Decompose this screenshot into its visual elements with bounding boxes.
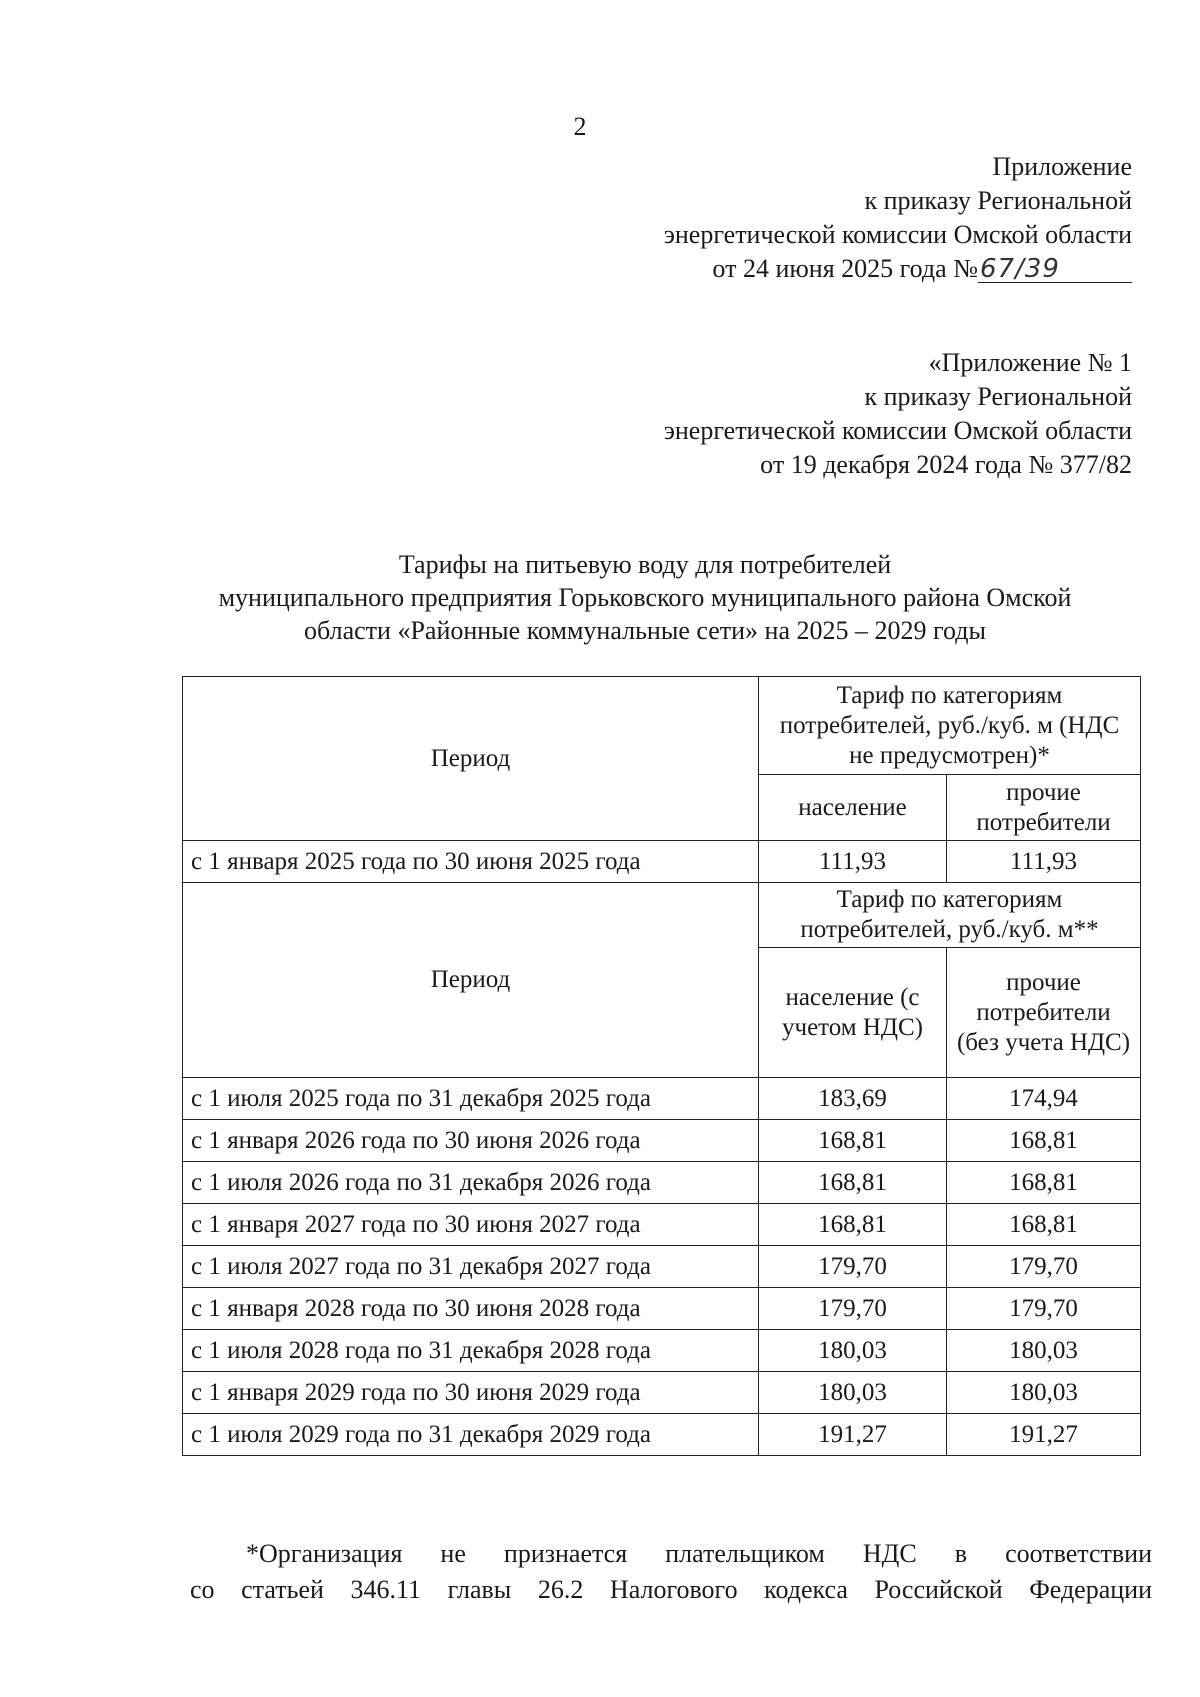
header-row — [183, 883, 1141, 948]
document-title — [150, 548, 1140, 647]
table-row — [183, 1288, 1141, 1330]
population-value: 180,03 — [759, 1372, 947, 1414]
appendix-header-line: энергетической комиссии Омской области — [663, 220, 1132, 249]
other-value: 180,03 — [947, 1330, 1141, 1372]
appendix-header-line: Приложение — [992, 152, 1132, 181]
col-population-header: население — [759, 775, 947, 841]
population-value: 183,69 — [759, 1078, 947, 1120]
page-number: 2 — [573, 112, 587, 141]
period-header: Период — [183, 677, 759, 841]
population-value: 111,93 — [759, 841, 947, 883]
tariff-header: Тариф по категориям потребителей, руб./куб. м (НДС не предусмотрен)* — [759, 677, 1141, 775]
population-value: 168,81 — [759, 1162, 947, 1204]
period-cell: с 1 января 2028 года по 30 июня 2028 года — [183, 1288, 759, 1330]
period-cell: с 1 июля 2028 года по 31 декабря 2028 года — [183, 1330, 759, 1372]
population-value: 179,70 — [759, 1246, 947, 1288]
other-value: 168,81 — [947, 1120, 1141, 1162]
tariff-section-1 — [183, 677, 1141, 883]
population-value: 191,27 — [759, 1414, 947, 1456]
col-other-header: прочие потребители — [947, 775, 1141, 841]
population-value: 179,70 — [759, 1288, 947, 1330]
other-value: 174,94 — [947, 1078, 1141, 1120]
col-other-header: прочие потребители (без учета НДС) — [947, 948, 1141, 1078]
tariff-section-2 — [183, 883, 1141, 1456]
document-title-line: области «Районные коммунальные сети» на 2025 – 2029 годы — [304, 616, 986, 645]
col-population-header: население (с учетом НДС) — [759, 948, 947, 1078]
table-row — [183, 1204, 1141, 1246]
tariff-table — [182, 676, 1141, 1456]
appendix-header-line: к приказу Региональной — [864, 186, 1132, 215]
table-row — [183, 1078, 1141, 1120]
period-cell: с 1 января 2025 года по 30 июня 2025 года — [183, 841, 759, 883]
appendix-original-line: от 19 декабря 2024 года № 377/82 — [760, 450, 1132, 479]
table-row — [183, 841, 1141, 883]
population-value: 168,81 — [759, 1204, 947, 1246]
other-value: 168,81 — [947, 1162, 1141, 1204]
appendix-original-line: к приказу Региональной — [864, 382, 1132, 411]
other-value: 179,70 — [947, 1246, 1141, 1288]
period-cell: с 1 июля 2026 года по 31 декабря 2026 года — [183, 1162, 759, 1204]
period-cell: с 1 июля 2029 года по 31 декабря 2029 года — [183, 1414, 759, 1456]
appendix-original-line: энергетической комиссии Омской области — [663, 416, 1132, 445]
document-title-line: муниципального предприятия Горьковского муниципального района Омской — [218, 583, 1072, 612]
footnote-line: *Организация не признается плательщиком НДС в соответствии — [246, 1539, 1152, 1568]
period-cell: с 1 января 2027 года по 30 июня 2027 года — [183, 1204, 759, 1246]
population-value: 168,81 — [759, 1120, 947, 1162]
other-value: 111,93 — [947, 841, 1141, 883]
handwritten-order-number — [978, 256, 1132, 283]
header-row — [183, 677, 1141, 775]
appendix-original-line: «Приложение № 1 — [928, 348, 1132, 377]
period-header: Период — [183, 883, 759, 1078]
appendix-date-prefix: от 24 июня 2025 года № — [712, 254, 978, 283]
table-row — [183, 1120, 1141, 1162]
other-value: 168,81 — [947, 1204, 1141, 1246]
document-title-line: Тарифы на питьевую воду для потребителей — [398, 550, 892, 579]
table-row — [183, 1246, 1141, 1288]
handwritten-order-number-text: 67/39 — [980, 254, 1060, 284]
appendix-header — [664, 150, 1132, 286]
footnote — [190, 1536, 1152, 1608]
period-cell: с 1 января 2026 года по 30 июня 2026 года — [183, 1120, 759, 1162]
period-cell: с 1 июля 2027 года по 31 декабря 2027 года — [183, 1246, 759, 1288]
table-row — [183, 1330, 1141, 1372]
other-value: 180,03 — [947, 1372, 1141, 1414]
table-row — [183, 1414, 1141, 1456]
other-value: 191,27 — [947, 1414, 1141, 1456]
table-row — [183, 1162, 1141, 1204]
population-value: 180,03 — [759, 1330, 947, 1372]
period-cell: с 1 июля 2025 года по 31 декабря 2025 года — [183, 1078, 759, 1120]
period-cell: с 1 января 2029 года по 30 июня 2029 года — [183, 1372, 759, 1414]
other-value: 179,70 — [947, 1288, 1141, 1330]
footnote-line: со статьей 346.11 главы 26.2 Налогового кодекса Российской Федерации — [190, 1575, 1152, 1604]
tariff-header: Тариф по категориям потребителей, руб./куб. м** — [759, 883, 1141, 948]
table-row — [183, 1372, 1141, 1414]
appendix-date-line — [664, 252, 1132, 286]
appendix-original-header — [664, 346, 1132, 482]
